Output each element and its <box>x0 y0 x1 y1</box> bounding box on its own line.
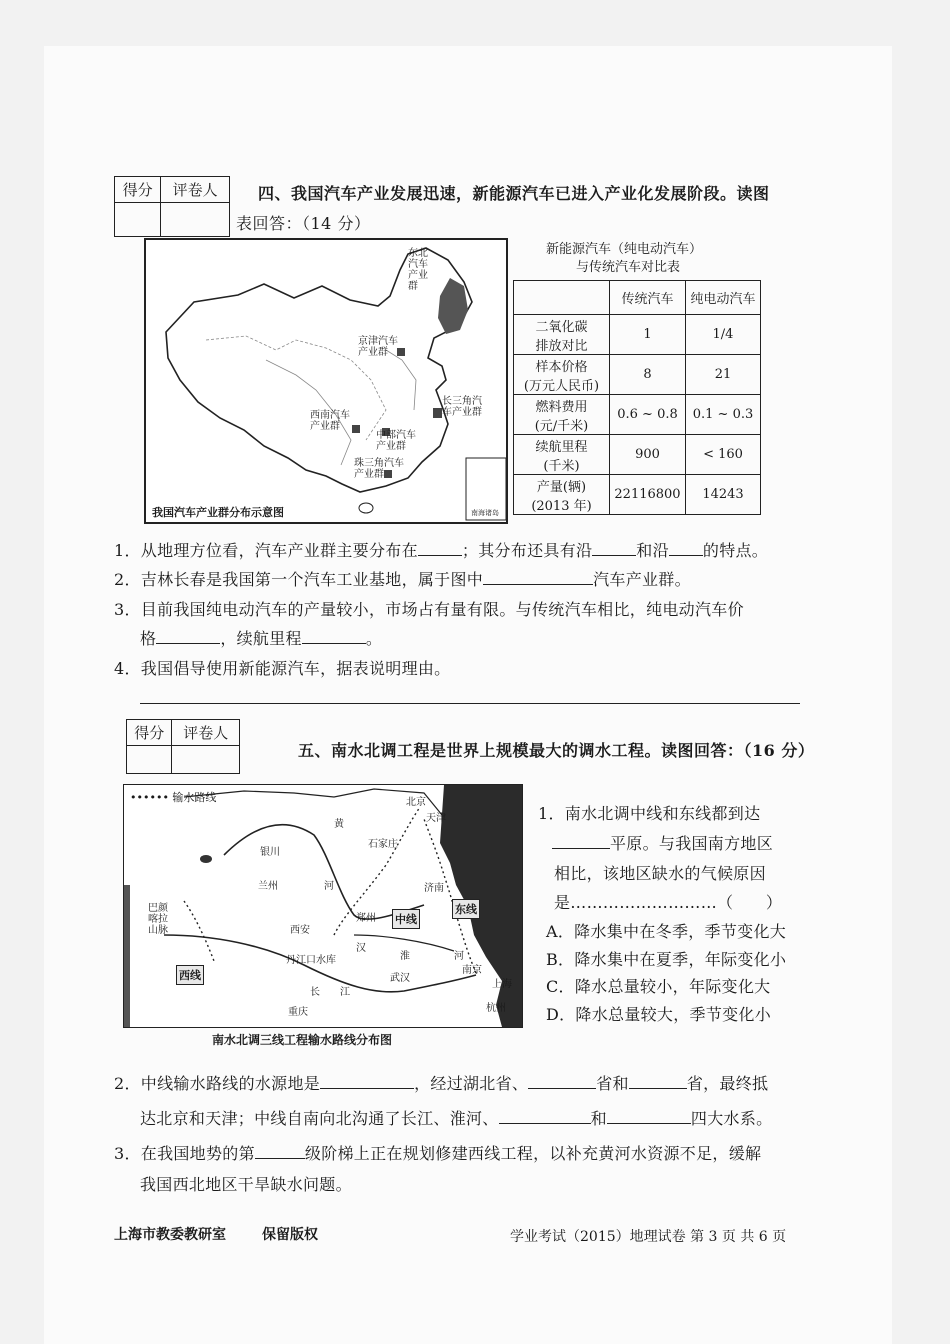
s4-question-2: 2．吉林长春是我国第一个汽车工业基地，属于图中 汽车产业群。 <box>114 570 691 589</box>
city-label: 郑州 <box>356 913 376 924</box>
s4-question-3-cont: 格 ，续航里程 。 <box>140 629 383 648</box>
footer-copyright: 保留版权 <box>262 1227 318 1243</box>
answer-blank[interactable] <box>607 1107 691 1124</box>
table-subtitle: 与传统汽车对比表 <box>576 260 681 275</box>
answer-blank[interactable] <box>528 1072 596 1089</box>
route-label-middle: 中线 <box>392 909 420 929</box>
score-header: 得分 <box>115 177 161 203</box>
s4-question-1: 1．从地理方位看，汽车产业群主要分布在 ；其分布还具有沿 和沿 的特点。 <box>114 541 769 560</box>
table-row: 二氧化碳 排放对比 1 1/4 <box>514 315 761 355</box>
map-label: 东北汽车产业群 <box>408 248 428 292</box>
s5-question-1-line4: 是………………………（ ） <box>554 893 783 912</box>
china-map-drawing <box>146 240 506 522</box>
map-feature: 黄 <box>334 819 344 830</box>
section4-title: 四、我国汽车产业发展迅速，新能源汽车已进入产业化发展阶段。读图 <box>258 184 770 203</box>
s5-question-3: 3．在我国地势的第 级阶梯上正在规划修建西线工程，以补充黄河水资源不足，缓解 <box>114 1144 762 1163</box>
map-label: 长三角汽车产业群 <box>442 396 482 418</box>
map-legend: •••••• 输水路线 <box>130 791 217 804</box>
s5-question-3-cont: 我国西北地区干旱缺水问题。 <box>140 1175 352 1194</box>
s5-question-1-line3: 相比，该地区缺水的气候原因 <box>554 864 766 883</box>
city-label: 兰州 <box>258 881 278 892</box>
map-label: 京津汽车产业群 <box>358 336 398 358</box>
option-c[interactable]: C．降水总量较小，年际变化大 <box>546 977 771 996</box>
answer-blank[interactable] <box>552 832 610 849</box>
answer-blank[interactable] <box>320 1072 414 1089</box>
table-title: 新能源汽车（纯电动汽车） <box>546 242 703 257</box>
s5-question-1-line2: 平原。与我国南方地区 <box>552 831 773 854</box>
s4-question-3: 3．目前我国纯电动汽车的产量较小，市场占有量有限。与传统汽车相比，纯电动汽车价 <box>114 600 744 619</box>
map-feature: 巴颜喀拉山脉 <box>148 903 168 936</box>
score-box-4 <box>114 176 230 237</box>
map-feature: 汉 <box>356 943 366 954</box>
grader-header: 评卷人 <box>161 177 230 203</box>
city-label: 南京 <box>462 965 482 976</box>
city-label: 天津 <box>426 813 446 824</box>
map-feature: 长 <box>310 987 320 998</box>
table-row: 产量(辆) (2013 年) 22116800 14243 <box>514 475 761 515</box>
answer-blank[interactable] <box>418 539 462 556</box>
answer-blank[interactable] <box>255 1142 305 1159</box>
answer-blank[interactable] <box>302 627 366 644</box>
section4-title-cont: 表回答：（14 分） <box>236 214 371 233</box>
water-transfer-map <box>123 784 523 1028</box>
comparison-table <box>513 280 761 515</box>
answer-blank[interactable] <box>629 1072 687 1089</box>
answer-blank[interactable] <box>592 539 636 556</box>
city-label: 北京 <box>406 797 426 808</box>
city-label: 西安 <box>290 925 310 936</box>
city-label: 武汉 <box>390 973 410 984</box>
s5-question-2: 2．中线输水路线的水源地是 ，经过湖北省、 省和 省，最终抵 <box>114 1074 769 1093</box>
col-header: 传统汽车 <box>610 281 686 315</box>
auto-industry-map <box>144 238 508 524</box>
answer-line[interactable] <box>140 702 800 704</box>
map-feature: 淮 <box>400 951 410 962</box>
section5-title: 五、南水北调工程是世界上规模最大的调水工程。读图回答：（16 分） <box>298 741 815 760</box>
s5-question-1: 1．南水北调中线和东线都到达 <box>538 804 761 823</box>
s4-question-4: 4．我国倡导使用新能源汽车，据表说明理由。 <box>114 659 451 678</box>
grader-header: 评卷人 <box>172 720 240 746</box>
map-label: 西南汽车产业群 <box>310 410 350 432</box>
option-b[interactable]: B．降水集中在夏季，年际变化小 <box>546 950 787 969</box>
map-feature: 河 <box>324 881 334 892</box>
city-label: 银川 <box>260 847 280 858</box>
city-label: 上海 <box>492 979 512 990</box>
score-header: 得分 <box>127 720 172 746</box>
table-row: 样本价格 (万元人民币) 8 21 <box>514 355 761 395</box>
answer-blank[interactable] <box>483 568 593 585</box>
answer-blank[interactable] <box>669 539 703 556</box>
table-row: 续航里程 (千米) 900 < 160 <box>514 435 761 475</box>
map-feature: 河 <box>454 951 464 962</box>
city-label: 济南 <box>424 883 444 894</box>
city-label: 杭州 <box>486 1003 506 1014</box>
answer-blank[interactable] <box>499 1107 591 1124</box>
option-a[interactable]: A．降水集中在冬季，季节变化大 <box>546 922 787 941</box>
table-row: 燃料费用 (元/千米) 0.6 ~ 0.8 0.1 ~ 0.3 <box>514 395 761 435</box>
city-label: 重庆 <box>288 1007 308 1018</box>
map-feature: 丹江口水库 <box>286 955 336 966</box>
city-label: 石家庄 <box>368 839 398 850</box>
option-d[interactable]: D．降水总量较大，季节变化小 <box>546 1005 772 1024</box>
map-inset-label: 南海诸岛 <box>471 509 499 517</box>
footer-org: 上海市教委教研室 <box>114 1227 226 1243</box>
route-label-west: 西线 <box>176 965 204 985</box>
s5-question-2-cont: 达北京和天津；中线自南向北沟通了长江、淮河、 和 四大水系。 <box>140 1109 773 1128</box>
map-label: 中部汽车产业群 <box>376 430 416 452</box>
map2-caption: 南水北调三线工程输水路线分布图 <box>212 1033 393 1047</box>
score-box-5 <box>126 719 240 774</box>
col-header: 纯电动汽车 <box>686 281 761 315</box>
map-caption: 我国汽车产业群分布示意图 <box>152 506 284 519</box>
footer-page-info: 学业考试（2015）地理试卷 第 3 页 共 6 页 <box>510 1229 787 1245</box>
answer-blank[interactable] <box>156 627 220 644</box>
route-label-east: 东线 <box>452 899 480 919</box>
map-feature: 江 <box>340 987 350 998</box>
map-label: 珠三角汽车产业群 <box>354 458 404 480</box>
